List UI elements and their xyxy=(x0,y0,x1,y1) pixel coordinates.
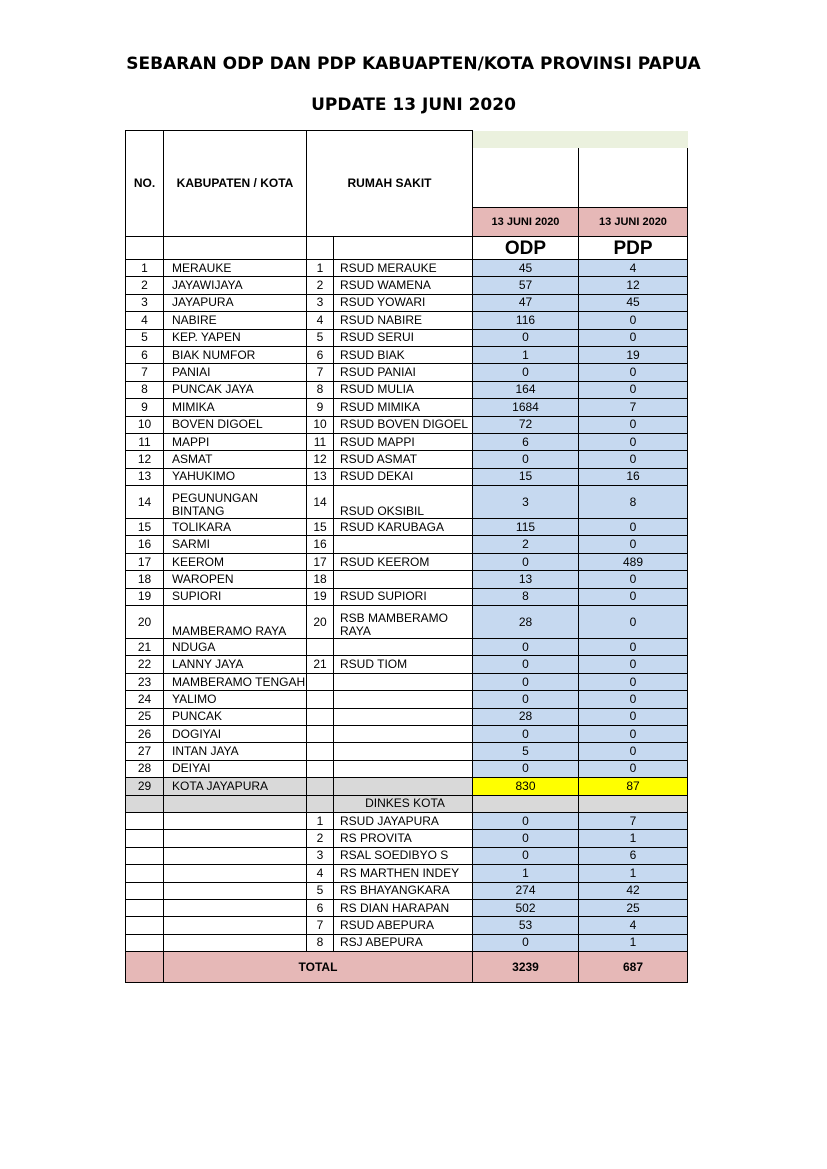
kabupaten-name: MIMIKA xyxy=(164,399,307,416)
hospital-number: 17 xyxy=(307,553,334,570)
row-number: 16 xyxy=(126,536,164,553)
hospital-name xyxy=(334,536,473,553)
table-row xyxy=(126,277,688,294)
row-number: 2 xyxy=(126,277,164,294)
odp-value: 28 xyxy=(473,606,579,639)
blank-cell xyxy=(126,917,164,934)
pdp-value: 0 xyxy=(579,691,688,708)
odp-value: 0 xyxy=(473,553,579,570)
table-row xyxy=(126,606,688,639)
hospital-name: RSUD PANIAI xyxy=(334,364,473,381)
hospital-number xyxy=(307,639,334,656)
blank-cell xyxy=(164,830,307,847)
hospital-name: RSUD OKSIBIL xyxy=(334,486,473,519)
table-row xyxy=(126,778,688,795)
row-number: 25 xyxy=(126,708,164,725)
hospital-number: 8 xyxy=(307,934,334,951)
hospital-name: RS MARTHEN INDEY xyxy=(334,865,473,882)
row-number: 14 xyxy=(126,486,164,519)
pdp-value: 1 xyxy=(579,934,688,951)
blank-cell xyxy=(473,795,579,812)
hospital-name xyxy=(334,673,473,690)
kabupaten-name: BIAK NUMFOR xyxy=(164,346,307,363)
pdp-value: 16 xyxy=(579,468,688,485)
table-row xyxy=(126,743,688,760)
odp-value: 0 xyxy=(473,812,579,829)
odp-value: 5 xyxy=(473,743,579,760)
hospital-name: RSUD WAMENA xyxy=(334,277,473,294)
hospital-number: 7 xyxy=(307,364,334,381)
hospital-number: 5 xyxy=(307,329,334,346)
kabupaten-name: YAHUKIMO xyxy=(164,468,307,485)
header-no: NO. xyxy=(126,131,164,237)
row-number: 10 xyxy=(126,416,164,433)
table-row xyxy=(126,725,688,742)
row-number: 1 xyxy=(126,260,164,277)
pdp-value: 0 xyxy=(579,364,688,381)
hospital-name xyxy=(334,743,473,760)
odp-value: 8 xyxy=(473,588,579,605)
odp-value: 6 xyxy=(473,433,579,450)
row-number: 28 xyxy=(126,760,164,777)
kabupaten-name: DOGIYAI xyxy=(164,725,307,742)
table-row xyxy=(126,468,688,485)
kabupaten-name: MAPPI xyxy=(164,433,307,450)
odp-value: 72 xyxy=(473,416,579,433)
odp-value: 53 xyxy=(473,917,579,934)
hospital-number xyxy=(307,708,334,725)
blank-cell xyxy=(126,882,164,899)
table-row xyxy=(126,588,688,605)
hospital-number xyxy=(307,760,334,777)
pdp-value: 1 xyxy=(579,865,688,882)
dinkes-label: DINKES KOTA xyxy=(334,795,473,812)
odp-value: 0 xyxy=(473,725,579,742)
blank-cell xyxy=(164,812,307,829)
table-row xyxy=(126,381,688,398)
row-number: 3 xyxy=(126,294,164,311)
pdp-value: 25 xyxy=(579,899,688,916)
odp-value: 502 xyxy=(473,899,579,916)
odp-value: 1684 xyxy=(473,399,579,416)
hospital-number: 14 xyxy=(307,486,334,519)
pdp-value: 19 xyxy=(579,346,688,363)
table-row xyxy=(126,865,688,882)
dinkes-row xyxy=(126,795,688,812)
row-number: 8 xyxy=(126,381,164,398)
table-row xyxy=(126,553,688,570)
blank-cell xyxy=(307,795,334,812)
hospital-name: RSUD MAPPI xyxy=(334,433,473,450)
row-number: 5 xyxy=(126,329,164,346)
table-row xyxy=(126,691,688,708)
row-number: 11 xyxy=(126,433,164,450)
odp-value: 15 xyxy=(473,468,579,485)
pdp-value: 87 xyxy=(579,778,688,795)
odp-value: 0 xyxy=(473,451,579,468)
row-number: 23 xyxy=(126,673,164,690)
blank-cell xyxy=(164,237,307,260)
odp-value: 115 xyxy=(473,519,579,536)
hospital-name: RSUD SERUI xyxy=(334,329,473,346)
total-label: TOTAL xyxy=(164,952,473,983)
table-row xyxy=(126,294,688,311)
odp-value: 0 xyxy=(473,760,579,777)
pdp-value: 6 xyxy=(579,847,688,864)
table-row xyxy=(126,399,688,416)
pdp-value: 0 xyxy=(579,329,688,346)
odp-value: 0 xyxy=(473,847,579,864)
pdp-value: 7 xyxy=(579,812,688,829)
hospital-number: 18 xyxy=(307,571,334,588)
kabupaten-name: ASMAT xyxy=(164,451,307,468)
hospital-name: RSUD YOWARI xyxy=(334,294,473,311)
kabupaten-name: KEEROM xyxy=(164,553,307,570)
odp-value: 164 xyxy=(473,381,579,398)
table-row xyxy=(126,917,688,934)
table-row xyxy=(126,346,688,363)
hospital-number xyxy=(307,725,334,742)
hospital-name: RSUD MULIA xyxy=(334,381,473,398)
blank-cell xyxy=(126,830,164,847)
hospital-name: RSUD MIMIKA xyxy=(334,399,473,416)
blank-cell xyxy=(164,882,307,899)
hospital-number: 4 xyxy=(307,312,334,329)
pdp-value: 0 xyxy=(579,760,688,777)
hospital-name: RS PROVITA xyxy=(334,830,473,847)
pdp-value: 0 xyxy=(579,571,688,588)
pdp-value: 7 xyxy=(579,399,688,416)
hospital-number: 16 xyxy=(307,536,334,553)
total-odp: 3239 xyxy=(473,952,579,983)
table-row xyxy=(126,416,688,433)
blank-cell xyxy=(579,795,688,812)
hospital-number xyxy=(307,743,334,760)
kabupaten-name: LANNY JAYA xyxy=(164,656,307,673)
pdp-value: 0 xyxy=(579,519,688,536)
blank-cell xyxy=(126,812,164,829)
hospital-name: RSJ ABEPURA xyxy=(334,934,473,951)
kabupaten-name: JAYAPURA xyxy=(164,294,307,311)
odp-value: 1 xyxy=(473,865,579,882)
kabupaten-name: SARMI xyxy=(164,536,307,553)
hospital-name xyxy=(334,708,473,725)
odp-value: 28 xyxy=(473,708,579,725)
table-row xyxy=(126,486,688,519)
hospital-name: RSUD SUPIORI xyxy=(334,588,473,605)
kabupaten-name: KEP. YAPEN xyxy=(164,329,307,346)
hospital-name xyxy=(334,691,473,708)
hospital-name xyxy=(334,760,473,777)
hospital-number: 15 xyxy=(307,519,334,536)
table-row xyxy=(126,329,688,346)
table-row xyxy=(126,519,688,536)
kabupaten-name: PUNCAK JAYA xyxy=(164,381,307,398)
row-number: 27 xyxy=(126,743,164,760)
row-number: 7 xyxy=(126,364,164,381)
kabupaten-name: JAYAWIJAYA xyxy=(164,277,307,294)
row-number: 9 xyxy=(126,399,164,416)
blank-cell xyxy=(126,899,164,916)
row-number: 13 xyxy=(126,468,164,485)
date-pdp: 13 JUNI 2020 xyxy=(579,208,688,237)
pdp-value: 0 xyxy=(579,708,688,725)
table-row xyxy=(126,571,688,588)
header-kabupaten: KABUPATEN / KOTA xyxy=(164,131,307,237)
kabupaten-name: DEIYAI xyxy=(164,760,307,777)
hospital-name xyxy=(334,639,473,656)
table-row xyxy=(126,882,688,899)
kabupaten-name: TOLIKARA xyxy=(164,519,307,536)
page-subtitle: UPDATE 13 JUNI 2020 xyxy=(311,95,516,115)
data-table xyxy=(125,130,688,983)
odp-value: 0 xyxy=(473,656,579,673)
odp-value: 0 xyxy=(473,364,579,381)
odp-value: 116 xyxy=(473,312,579,329)
hospital-name: RSUD DEKAI xyxy=(334,468,473,485)
odp-value: 274 xyxy=(473,882,579,899)
hospital-number: 12 xyxy=(307,451,334,468)
table-row xyxy=(126,812,688,829)
pdp-value: 4 xyxy=(579,260,688,277)
odp-value: 3 xyxy=(473,486,579,519)
kabupaten-name: PEGUNUNGAN BINTANG xyxy=(164,486,307,519)
table-row xyxy=(126,899,688,916)
hospital-number: 3 xyxy=(307,847,334,864)
kabupaten-name: KOTA JAYAPURA xyxy=(164,778,307,795)
blank-cell xyxy=(164,795,307,812)
blank-cell xyxy=(164,865,307,882)
row-number: 15 xyxy=(126,519,164,536)
hospital-number: 11 xyxy=(307,433,334,450)
pdp-value: 489 xyxy=(579,553,688,570)
kabupaten-name: PANIAI xyxy=(164,364,307,381)
pdp-value: 8 xyxy=(579,486,688,519)
pdp-value: 0 xyxy=(579,639,688,656)
hospital-number: 1 xyxy=(307,812,334,829)
hospital-number: 2 xyxy=(307,830,334,847)
hospital-number: 7 xyxy=(307,917,334,934)
hospital-name: RSUD MERAUKE xyxy=(334,260,473,277)
hospital-number: 5 xyxy=(307,882,334,899)
hospital-number: 20 xyxy=(307,606,334,639)
total-row xyxy=(126,952,688,983)
table-row xyxy=(126,847,688,864)
row-number: 6 xyxy=(126,346,164,363)
hospital-number: 1 xyxy=(307,260,334,277)
hospital-name: RSUD KARUBAGA xyxy=(334,519,473,536)
odp-value: 2 xyxy=(473,536,579,553)
hospital-number: 6 xyxy=(307,346,334,363)
hospital-number: 2 xyxy=(307,277,334,294)
odp-header: ODP xyxy=(473,237,579,260)
odp-value: 47 xyxy=(473,294,579,311)
row-number: 4 xyxy=(126,312,164,329)
pdp-value: 12 xyxy=(579,277,688,294)
hospital-number xyxy=(307,691,334,708)
odp-value: 0 xyxy=(473,830,579,847)
header-band xyxy=(579,131,688,148)
odp-value: 830 xyxy=(473,778,579,795)
blank-cell xyxy=(164,899,307,916)
hospital-name: RSUD BOVEN DIGOEL xyxy=(334,416,473,433)
hospital-number: 4 xyxy=(307,865,334,882)
pdp-value: 45 xyxy=(579,294,688,311)
table-row xyxy=(126,451,688,468)
table-row xyxy=(126,433,688,450)
odp-value: 57 xyxy=(473,277,579,294)
pdp-value: 0 xyxy=(579,433,688,450)
hospital-number: 21 xyxy=(307,656,334,673)
row-number: 12 xyxy=(126,451,164,468)
hospital-name: RSUD TIOM xyxy=(334,656,473,673)
kabupaten-name: PUNCAK xyxy=(164,708,307,725)
row-number: 20 xyxy=(126,606,164,639)
row-number: 19 xyxy=(126,588,164,605)
kabupaten-name: BOVEN DIGOEL xyxy=(164,416,307,433)
blank-cell xyxy=(126,237,164,260)
odp-value: 0 xyxy=(473,673,579,690)
table-row xyxy=(126,673,688,690)
pdp-value: 0 xyxy=(579,536,688,553)
blank-cell xyxy=(164,917,307,934)
row-number: 22 xyxy=(126,656,164,673)
hospital-number: 9 xyxy=(307,399,334,416)
date-odp: 13 JUNI 2020 xyxy=(473,208,579,237)
table-row xyxy=(126,934,688,951)
pdp-value: 0 xyxy=(579,312,688,329)
pdp-value: 0 xyxy=(579,416,688,433)
page-title: SEBARAN ODP DAN PDP KABUAPTEN/KOTA PROVINSI PAPUA xyxy=(126,54,701,74)
header-row xyxy=(126,131,688,148)
kabupaten-name: INTAN JAYA xyxy=(164,743,307,760)
odp-value: 0 xyxy=(473,934,579,951)
table-row xyxy=(126,364,688,381)
kabupaten-name: MAMBERAMO TENGAH xyxy=(164,673,307,690)
table-row xyxy=(126,830,688,847)
hospital-name: RSUD KEEROM xyxy=(334,553,473,570)
hospital-name: RS BHAYANGKARA xyxy=(334,882,473,899)
pdp-value: 0 xyxy=(579,743,688,760)
pdp-value: 0 xyxy=(579,606,688,639)
kabupaten-name: NABIRE xyxy=(164,312,307,329)
table-row xyxy=(126,260,688,277)
header-blank xyxy=(473,148,579,208)
hospital-name xyxy=(334,725,473,742)
blank-cell xyxy=(126,847,164,864)
hospital-name: RSUD ASMAT xyxy=(334,451,473,468)
pdp-value: 0 xyxy=(579,381,688,398)
hospital-number xyxy=(307,673,334,690)
pdp-header: PDP xyxy=(579,237,688,260)
hospital-number: 19 xyxy=(307,588,334,605)
blank-cell xyxy=(126,934,164,951)
kabupaten-name: YALIMO xyxy=(164,691,307,708)
pdp-value: 1 xyxy=(579,830,688,847)
hospital-name: RSUD JAYAPURA xyxy=(334,812,473,829)
hospital-number xyxy=(307,778,334,795)
row-number: 18 xyxy=(126,571,164,588)
hospital-name: RSAL SOEDIBYO S xyxy=(334,847,473,864)
header-band xyxy=(473,131,579,148)
hospital-name xyxy=(334,571,473,588)
row-number: 29 xyxy=(126,778,164,795)
hospital-name: RSB MAMBERAMO RAYA xyxy=(334,606,473,639)
table-row xyxy=(126,536,688,553)
pdp-value: 4 xyxy=(579,917,688,934)
table-row xyxy=(126,760,688,777)
hospital-number: 6 xyxy=(307,899,334,916)
pdp-value: 0 xyxy=(579,451,688,468)
blank-cell xyxy=(164,847,307,864)
pdp-value: 0 xyxy=(579,656,688,673)
blank-cell xyxy=(126,865,164,882)
odp-value: 1 xyxy=(473,346,579,363)
row-number: 24 xyxy=(126,691,164,708)
hospital-number: 3 xyxy=(307,294,334,311)
kabupaten-name: MAMBERAMO RAYA xyxy=(164,606,307,639)
row-number: 21 xyxy=(126,639,164,656)
hospital-number: 10 xyxy=(307,416,334,433)
header-rumah-sakit: RUMAH SAKIT xyxy=(307,131,473,237)
hospital-name: RSUD BIAK xyxy=(334,346,473,363)
table-row xyxy=(126,656,688,673)
table-row xyxy=(126,639,688,656)
hospital-name: RS DIAN HARAPAN xyxy=(334,899,473,916)
kabupaten-name: SUPIORI xyxy=(164,588,307,605)
hospital-name: RSUD NABIRE xyxy=(334,312,473,329)
header-blank xyxy=(579,148,688,208)
pdp-value: 42 xyxy=(579,882,688,899)
row-number: 17 xyxy=(126,553,164,570)
pdp-value: 0 xyxy=(579,673,688,690)
odp-value: 0 xyxy=(473,691,579,708)
row-number: 26 xyxy=(126,725,164,742)
hospital-name xyxy=(334,778,473,795)
blank-cell xyxy=(307,237,334,260)
odp-value: 0 xyxy=(473,329,579,346)
blank-cell xyxy=(126,795,164,812)
pdp-value: 0 xyxy=(579,725,688,742)
blank-cell xyxy=(164,934,307,951)
table-row xyxy=(126,312,688,329)
kabupaten-name: NDUGA xyxy=(164,639,307,656)
table-row xyxy=(126,708,688,725)
kabupaten-name: MERAUKE xyxy=(164,260,307,277)
odp-value: 13 xyxy=(473,571,579,588)
blank-cell xyxy=(334,237,473,260)
hospital-name: RSUD ABEPURA xyxy=(334,917,473,934)
odp-value: 0 xyxy=(473,639,579,656)
hospital-number: 8 xyxy=(307,381,334,398)
blank-cell xyxy=(126,952,164,983)
total-pdp: 687 xyxy=(579,952,688,983)
kabupaten-name: WAROPEN xyxy=(164,571,307,588)
odp-value: 45 xyxy=(473,260,579,277)
hospital-number: 13 xyxy=(307,468,334,485)
pdp-value: 0 xyxy=(579,588,688,605)
